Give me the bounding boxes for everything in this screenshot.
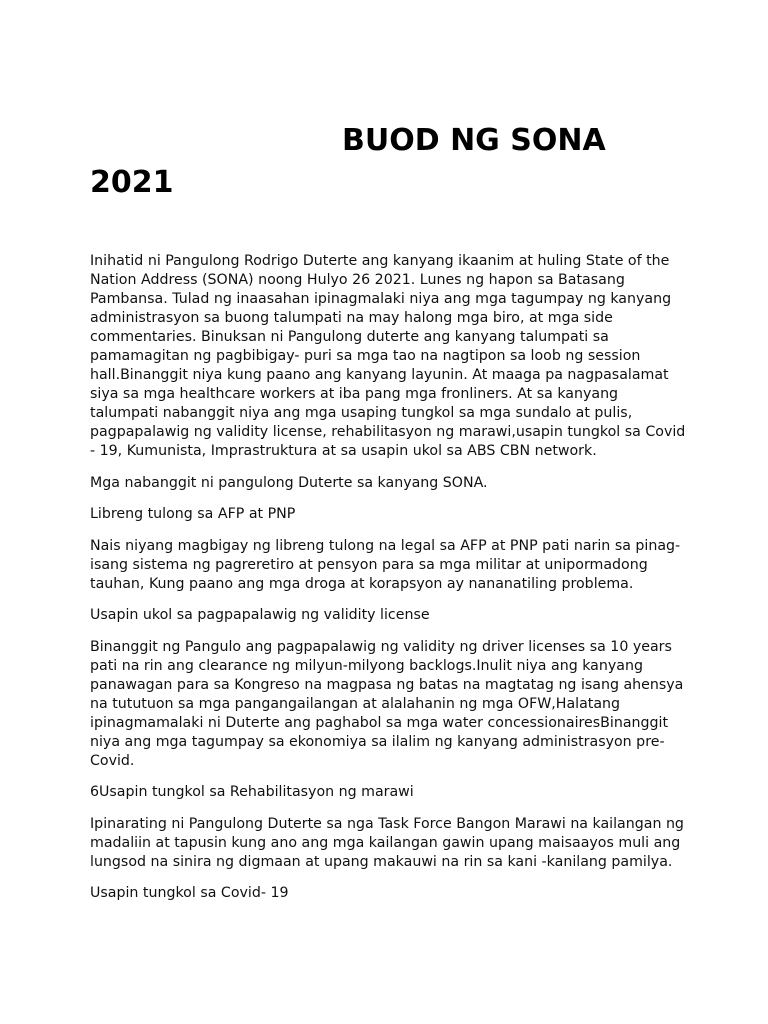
section-heading-afp-pnp: Libreng tulong sa AFP at PNP [90, 506, 296, 522]
intro-paragraph: Inihatid ni Pangulong Rodrigo Duterte ang kanyang ikaanim at huling State of the Nation Address (SONA) noong Hulyo 26 2021. Lunes ng hapon sa Batasang Pambansa. Tulad ng inaasahan ipinagmalaki niya ang mga tagumpay ng kanyang administrasyon sa buong talumpati na may halong mga biro, at mga side commentaries. Binuksan ni Pangulong duterte ang kanyang talumpati sa pamamagitan ng pagbibigay- puri sa mga tao na nagtipon sa loob ng session hall.Binanggit niya kung paano ang kanyang layunin. At maaga pa nagpasalamat siya sa mga healthcare workers at iba pang mga fronliners. At sa kanyang talumpati nabanggit niya ang mga usaping tungkol sa mga sundalo at pulis, pagpapalawig ng validity license, rehabilitasyon ng marawi,usapin tungkol sa Covid - 19, Kumunista, Imprastruktura at sa usapin ukol sa ABS CBN network. [90, 253, 686, 459]
validity-license-paragraph: Binanggit ng Pangulo ang pagpapalawig ng validity ng driver licenses sa 10 years pati na rin ang clearance ng milyun-milyong backlogs.Inulit niya ang kanyang panawagan para sa Kongreso na magpasa ng batas na magtatag ng isang ahensya na tututuon sa mga pangangailangan at alalahanin ng mga OFW,Halatang ipinagmamalaki ni Duterte ang paghabol sa mga water concessionairesBinanggit niya ang mga tagumpay sa ekonomiya sa ilalim ng kanyang administrasyon pre-Covid. [90, 638, 684, 769]
document-title-line2: 2021 [90, 165, 174, 200]
section-heading-validity-license: Usapin ukol sa pagpapalawig ng validity license [90, 607, 430, 623]
marawi-paragraph: Ipinarating ni Pangulong Duterte sa nga Task Force Bangon Marawi na kailangan ng madaliin at tapusin kung ano ang mga kailangan gawin upang maisaayos muli ang lungsod na sinira ng digmaan at upang makauwi na rin sa kani -kanilang pamilya. [90, 815, 684, 870]
section-heading-covid: Usapin tungkol sa Covid- 19 [90, 885, 289, 901]
document-title-line1: BUOD NG SONA [342, 123, 606, 158]
section-heading-marawi: 6Usapin tungkol sa Rehabilitasyon ng marawi [90, 784, 414, 800]
document-body [90, 252, 688, 916]
afp-pnp-paragraph: Nais niyang magbigay ng libreng tulong na legal sa AFP at PNP pati narin sa pinag-isang sistema ng pagreretiro at pensyon para sa mga militar at unipormadong tauhan, Kung paano ang mga droga at korapsyon ay nananatiling problema. [90, 537, 681, 592]
document-title [90, 120, 690, 204]
summary-lead-paragraph: Mga nabanggit ni pangulong Duterte sa kanyang SONA. [90, 474, 488, 491]
